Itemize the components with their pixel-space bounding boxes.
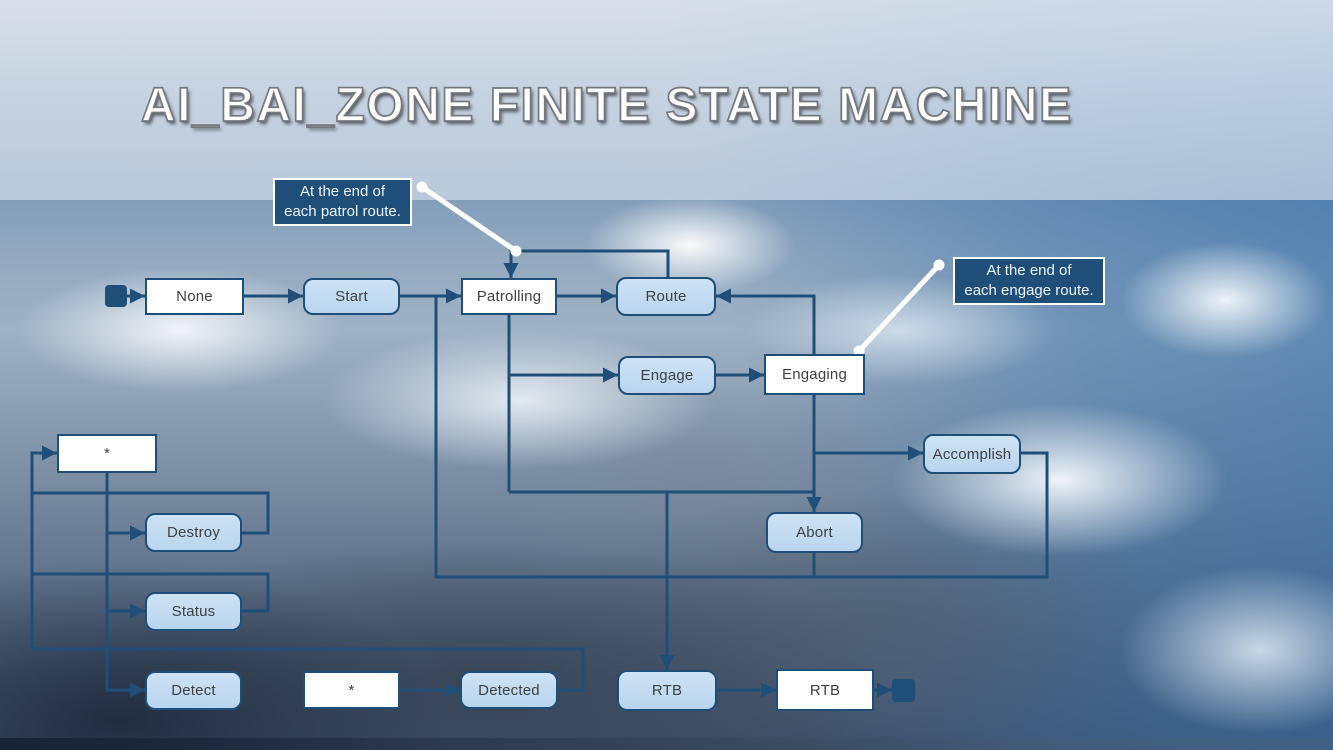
state-node-patrolling: Patrolling: [461, 278, 557, 315]
state-node-destroy: Destroy: [145, 513, 242, 552]
callout-text-line: At the end of: [986, 262, 1072, 279]
state-node-any-state-1: *: [57, 434, 157, 473]
callout-engage-note: [953, 257, 1105, 305]
callout-connector-patrol-note: [422, 187, 516, 251]
callout-connector-endpoint: [417, 182, 428, 193]
state-node-none: None: [145, 278, 244, 315]
start-marker: [105, 285, 127, 307]
end-marker: [892, 679, 915, 702]
callout-text-line: At the end of: [299, 183, 386, 200]
state-node-rtb-2: RTB: [776, 669, 874, 711]
callout-connector-engage-note: [859, 265, 939, 351]
callout-connector-endpoint: [934, 260, 945, 271]
transition-route-to-patrolling: [511, 251, 668, 278]
callout-connector-endpoint: [511, 246, 522, 257]
callout-patrol-note: [273, 178, 412, 226]
transition-engaging-to-route: [716, 296, 814, 354]
state-node-detected: Detected: [460, 671, 558, 709]
state-node-status: Status: [145, 592, 242, 631]
state-node-accomplish: Accomplish: [923, 434, 1021, 474]
transition-return-rail-to-any-state-1: [32, 453, 57, 649]
state-node-engaging: Engaging: [764, 354, 865, 395]
slide-title: AI_BAI_ZONE FINITE STATE MACHINE: [141, 79, 1073, 132]
state-node-detect: Detect: [145, 671, 242, 710]
state-node-start: Start: [303, 278, 400, 315]
state-node-engage: Engage: [618, 356, 716, 395]
state-node-abort: Abort: [766, 512, 863, 553]
state-node-any-state-2: *: [303, 671, 400, 709]
callout-text-line: each engage route.: [964, 282, 1094, 299]
state-node-rtb-1: RTB: [617, 670, 717, 711]
transition-any-state-1-to-detect: [107, 473, 145, 690]
state-node-route: Route: [616, 277, 716, 316]
callout-text-line: each patrol route.: [284, 203, 401, 220]
